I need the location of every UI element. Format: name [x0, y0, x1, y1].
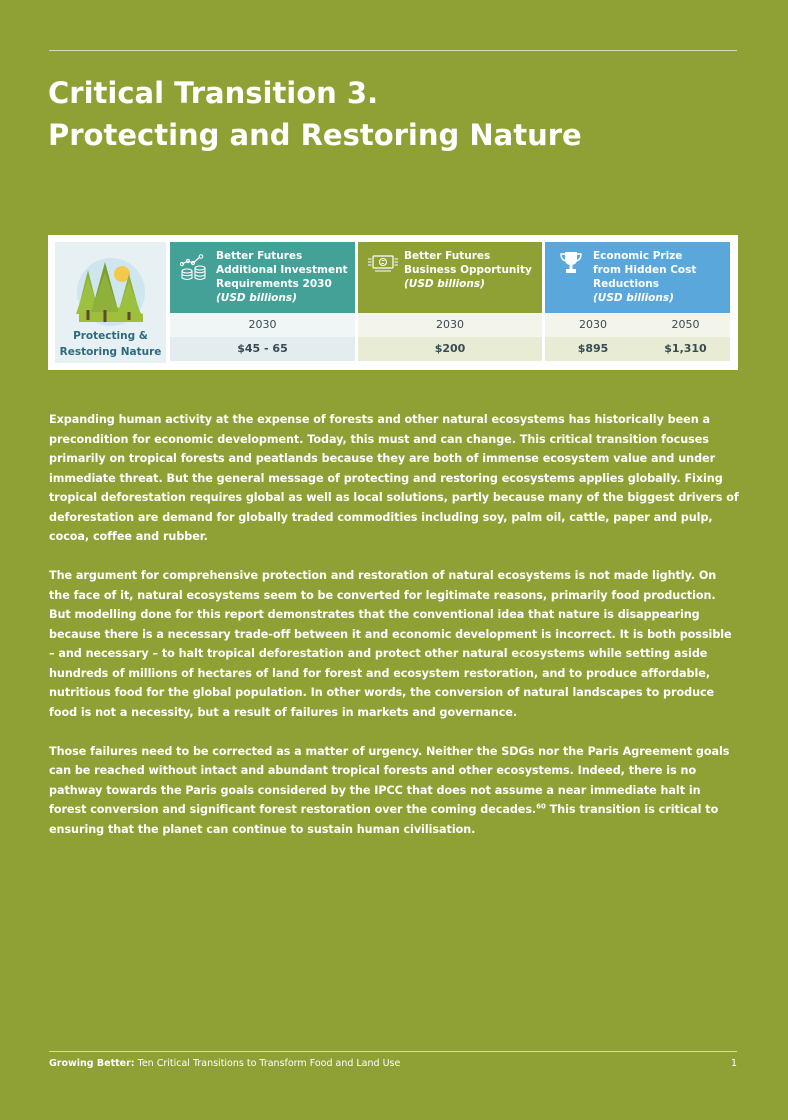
prize-unit: (USD billions) [593, 292, 674, 304]
title-line-1: Critical Transition 3. [48, 76, 379, 110]
investment-value: $45 - 65 [237, 342, 288, 355]
business-title-line-1: Better Futures [404, 250, 491, 262]
prize-value-2050: $1,310 [664, 342, 707, 355]
row-label [55, 328, 166, 360]
prize-title [593, 249, 696, 305]
investment-header [170, 242, 355, 313]
investment-year: 2030 [248, 318, 277, 331]
business-title-line-2: Business Opportunity [404, 264, 532, 276]
business-value-row [358, 337, 542, 361]
footnote-ref[interactable]: 60 [536, 802, 546, 811]
paragraph-3-main: Those failures need to be corrected as a matter of urgency. Neither the SDGs nor the Paris Agreement goals can be reached without intact and abundant tropical forests and other ecosystems. Indeed, there is no pathway towards the Paris goals considered by the IPCC that does not assume a near immediate halt in forest conversion and significant forest restoration over the coming decades. [49, 744, 730, 816]
paragraph-2: The argument for comprehensive protection and restoration of natural ecosystems is not made lightly. On the face of it, natural ecosystems seem to be converted for legitimate reasons, primarily food production. But modelling done for this report demonstrates that the conventional idea that nature is disappearing because there is a necessary trade-off between it and economic development is incorrect. It is both possible – and necessary – to halt tropical deforestation and protect other natural ecosystems while setting aside hundreds of millions of hectares of land for forest and ecosystem restoration, and to produce affordable, nutritious food for the global population. In other words, the conversion of natural landscapes to produce food is not a necessity, but a result of failures in markets and governance. [49, 569, 732, 719]
business-title [404, 249, 532, 291]
page-title [48, 72, 582, 156]
summary-table [48, 235, 738, 370]
paragraph-3 [49, 742, 739, 840]
forest-icon [73, 252, 149, 326]
footer-rest: Ten Critical Transitions to Transform Food and Land Use [134, 1058, 401, 1069]
row-label-line-2: Restoring Nature [59, 346, 162, 358]
banknote-icon [368, 252, 398, 274]
trophy-icon [559, 250, 583, 276]
paragraph-1: Expanding human activity at the expense of forests and other natural ecosystems has historically been a precondition for economic development. Today, this must and can change. This critical transition focuses primarily on tropical forests and peatlands because they are both of immense ecosystem value and under immediate threat. But the general message of protecting and restoring ecosystems applies globally. Fixing tropical deforestation requires global as well as local solutions, partly because many of the biggest drivers of deforestation are demand for globally traded commodities including soy, palm oil, cattle, paper and pulp, cocoa, coffee and rubber. [49, 413, 739, 543]
prize-year-2050: 2050 [671, 318, 700, 331]
business-year-row [358, 313, 542, 337]
investment-title-line-3: Requirements 2030 [216, 278, 332, 290]
prize-value-row [545, 337, 730, 361]
business-unit: (USD billions) [404, 278, 485, 290]
investment-column [170, 242, 355, 363]
investment-title [216, 249, 348, 305]
prize-title-line-1: Economic Prize [593, 250, 683, 262]
row-label-line-1: Protecting & [73, 330, 148, 342]
investment-year-row [170, 313, 355, 337]
prize-year-2030: 2030 [579, 318, 607, 331]
body-text [49, 410, 739, 859]
bottom-divider [49, 1051, 737, 1052]
prize-column [545, 242, 730, 363]
footer-bold: Growing Better: [49, 1058, 135, 1069]
investment-title-line-2: Additional Investment [216, 264, 348, 276]
investment-unit: (USD billions) [216, 292, 297, 304]
investment-value-row [170, 337, 355, 361]
business-header [358, 242, 542, 313]
prize-title-line-3: Reductions [593, 278, 659, 290]
prize-title-line-2: from Hidden Cost [593, 264, 697, 276]
row-label-cell [55, 242, 166, 363]
footer-text [49, 1058, 400, 1069]
top-divider [49, 50, 737, 51]
prize-header [545, 242, 730, 313]
page-number: 1 [730, 1058, 737, 1069]
growth-chart-coins-icon [180, 254, 208, 282]
business-year: 2030 [436, 318, 464, 331]
prize-value-2030: $895 [577, 342, 609, 355]
prize-year-row [545, 313, 730, 337]
title-line-2: Protecting and Restoring Nature [48, 118, 582, 152]
investment-title-line-1: Better Futures [216, 250, 303, 262]
business-column [358, 242, 542, 363]
business-value: $200 [434, 342, 466, 355]
paragraph-3-end: This transition is critical to ensuring that the planet can continue to sustain human civilisation. [49, 803, 719, 836]
